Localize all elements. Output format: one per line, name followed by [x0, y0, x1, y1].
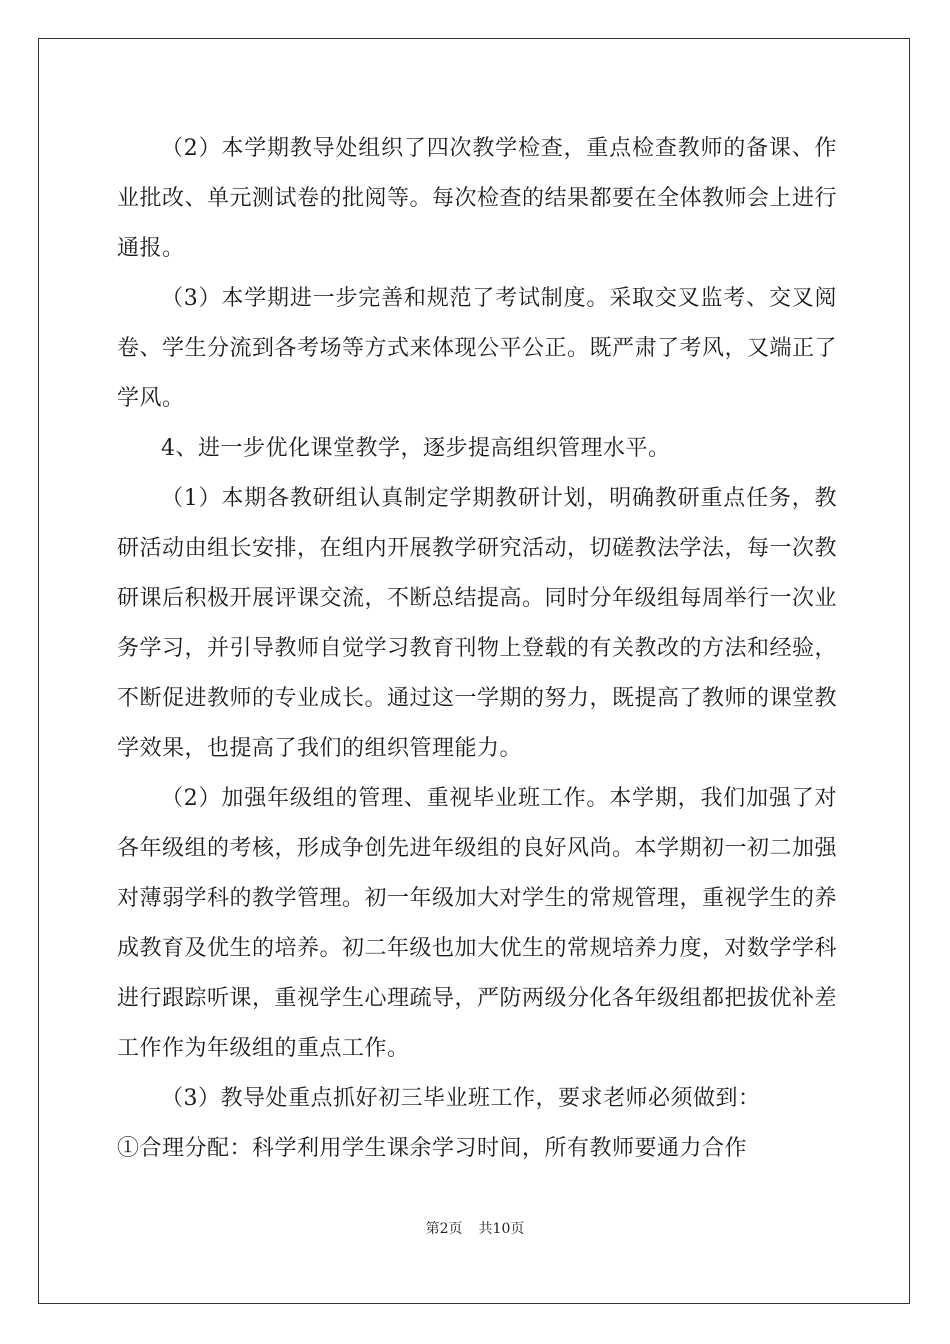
section-heading-classroom: 4、进一步优化课堂教学，逐步提高组织管理水平。 [161, 436, 671, 461]
page-number-total: 共10页 [478, 1221, 525, 1237]
paragraph-inspection: （2）本学期教导处组织了四次教学检查，重点检查教师的备课、作业批改、单元测试卷的批阅等。每次检查的结果都要在全体教师会上进行通报。 [117, 136, 838, 261]
page-number-current: 第2页 [425, 1221, 463, 1237]
paragraph-reasonable-allocation: ①合理分配：科学利用学生课余学习时间，所有教师要通力合作 [117, 1136, 748, 1161]
document-body [117, 124, 837, 1174]
paragraph-grade-management: （2）加强年级组的管理、重视毕业班工作。本学期，我们加强了对各年级组的考核，形成争创先进年级组的良好风尚。本学期初一初二加强对薄弱学科的教学管理。初一年级加大对学生的常规管理，重视学生的养成教育及优生的培养。初二年级也加大优生的常规培养力度，对数学学科进行跟踪听课，重视学生心理疏导，严防两级分化各年级组都把拔优补差工作作为年级组的重点工作。 [117, 786, 838, 1061]
paragraph-graduating-class: （3）教导处重点抓好初三毕业班工作，要求老师必须做到： [161, 1086, 761, 1111]
paragraph-exam-system: （3）本学期进一步完善和规范了考试制度。采取交叉监考、交叉阅卷、学生分流到各考场等方式来体现公平公正。既严肃了考风，又端正了学风。 [117, 286, 838, 411]
paragraph-research-groups: （1）本期各教研组认真制定学期教研计划，明确教研重点任务，教研活动由组长安排，在组内开展教学研究活动，切磋教法学法，每一次教研课后积极开展评课交流，不断总结提高。同时分年级组每周举行一次业务学习，并引导教师自觉学习教育刊物上登载的有关教改的方法和经验，不断促进教师的专业成长。通过这一学期的努力，既提高了教师的课堂教学效果，也提高了我们的组织管理能力。 [117, 486, 838, 761]
page-footer [0, 1219, 950, 1239]
